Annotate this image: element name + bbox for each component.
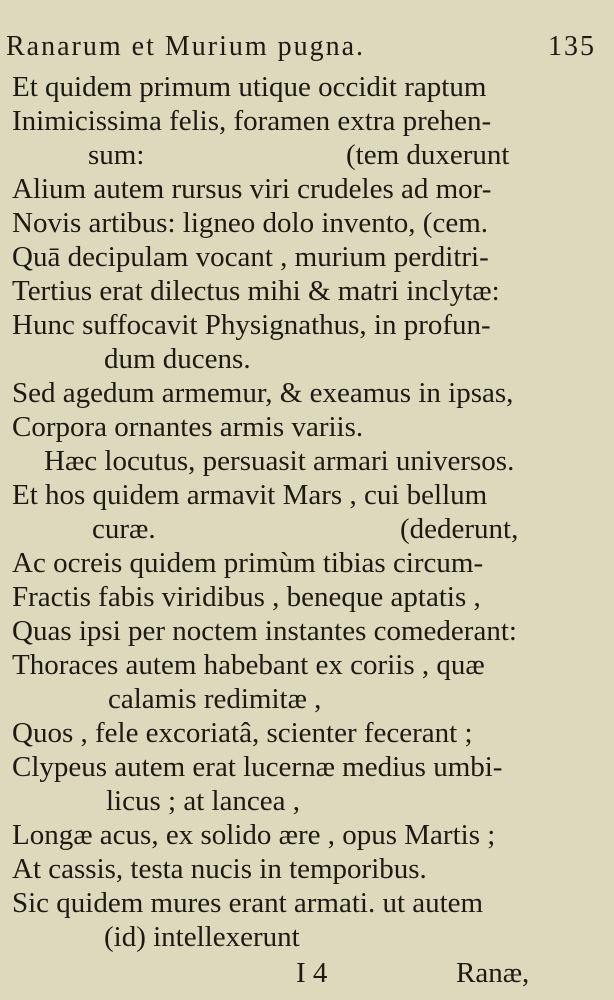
text-line: Quas ipsi per noctem instantes comederant:: [12, 615, 517, 647]
text-line: calamis redimitæ ,: [108, 683, 322, 715]
text-line: curæ.: [92, 513, 156, 545]
text-line: Fractis fabis viridibus , beneque aptatis ,: [12, 581, 481, 613]
text-line: dum ducens.: [104, 343, 251, 375]
text-line: Alium autem rursus viri crudeles ad mor-: [12, 173, 492, 205]
text-line: (dederunt,: [400, 513, 519, 545]
text-line: (tem duxerunt: [346, 139, 510, 171]
text-line: Longæ acus, ex solido ære , opus Martis ;: [12, 819, 496, 851]
text-line: (id) intellexerunt: [104, 921, 300, 953]
text-line: Sed agedum armemur, & exeamus in ipsas,: [12, 377, 514, 409]
page-number: 135: [548, 31, 596, 62]
text-line: Et hos quidem armavit Mars , cui bellum: [12, 479, 488, 511]
text-line: Tertius erat dilectus mihi & matri inclytæ:: [12, 275, 500, 307]
running-title: Ranarum et Murium pugna.: [6, 31, 366, 62]
text-line: Quā decipulam vocant , murium perditri-: [12, 241, 489, 273]
text-line: At cassis, testa nucis in temporibus.: [12, 853, 427, 885]
text-line: Novis artibus: ligneo dolo invento, (cem.: [12, 207, 489, 239]
text-line: Hunc suffocavit Physignathus, in profun-: [12, 309, 491, 341]
text-line: Et quidem primum utique occidit raptum: [12, 71, 487, 103]
text-line: Inimicissima felis, foramen extra prehen-: [12, 105, 492, 137]
text-line: Quos , fele excoriatâ, scienter fecerant ;: [12, 717, 473, 749]
text-line: Clypeus autem erat lucernæ medius umbi-: [12, 751, 503, 783]
text-line: licus ; at lancea ,: [106, 785, 301, 817]
text-line: Corpora ornantes armis variis.: [12, 411, 364, 443]
text-line: Hæc locutus, persuasit armari universos.: [44, 445, 515, 477]
text-line: Ac ocreis quidem primùm tibias circum-: [12, 547, 484, 579]
text-line: Sic quidem mures erant armati. ut autem: [12, 887, 484, 919]
text-line: Thoraces autem habebant ex coriis , quæ: [12, 649, 485, 681]
catchword: Ranæ,: [456, 957, 530, 989]
signature-mark: I 4: [296, 957, 328, 989]
text-line: sum:: [88, 139, 145, 171]
